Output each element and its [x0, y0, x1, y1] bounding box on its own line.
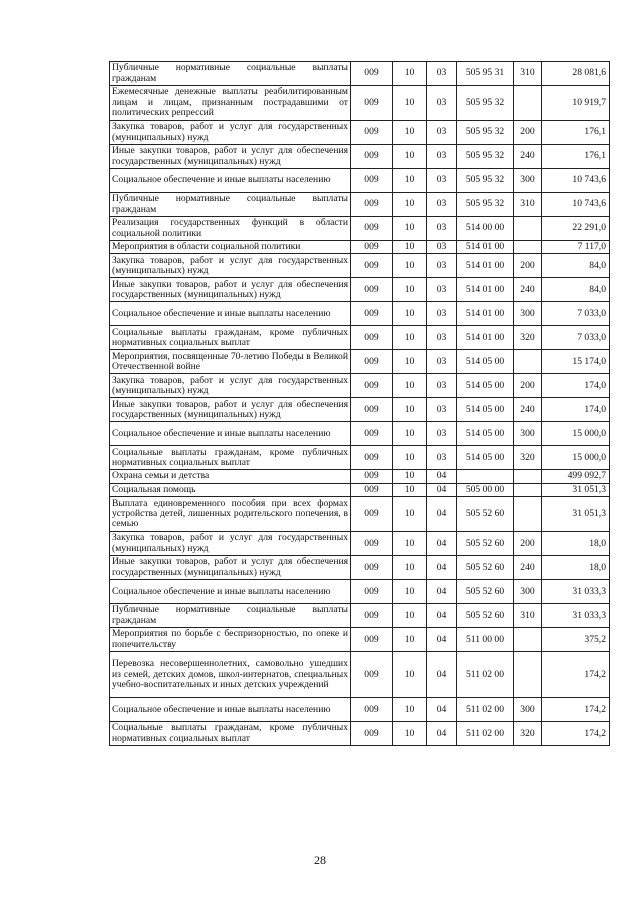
row-name: Социальная помощь: [110, 483, 351, 496]
row-section-code: 10: [393, 350, 427, 374]
row-target-article-code: 511 02 00: [457, 722, 514, 746]
row-name: Ежемесячные денежные выплаты реабилитированным лицам и лицам, признанным пострадавшими от политических репрессий: [110, 86, 351, 121]
row-section-code: 10: [393, 86, 427, 121]
row-section-code: 10: [393, 580, 427, 604]
row-section-code: 10: [393, 446, 427, 470]
row-ved-code: 009: [351, 470, 393, 483]
row-name: Иные закупки товаров, работ и услуг для обеспечения государственных (муниципальных) нужд: [110, 556, 351, 580]
row-section-code: 10: [393, 193, 427, 217]
row-subsection-code: 03: [427, 169, 457, 193]
row-subsection-code: 03: [427, 278, 457, 302]
row-target-article-code: 505 52 60: [457, 497, 514, 532]
row-ved-code: 009: [351, 350, 393, 374]
row-amount: 174,2: [542, 722, 610, 746]
row-subsection-code: 04: [427, 628, 457, 652]
row-subsection-code: 04: [427, 698, 457, 722]
row-section-code: 10: [393, 483, 427, 496]
row-expense-type-code: 200: [514, 254, 542, 278]
row-subsection-code: 04: [427, 604, 457, 628]
row-name: Закупка товаров, работ и услуг для государственных (муниципальных) нужд: [110, 532, 351, 556]
row-name: Реализация государственных функций в области социальной политики: [110, 217, 351, 241]
row-ved-code: 009: [351, 556, 393, 580]
row-target-article-code: 514 01 00: [457, 302, 514, 326]
row-expense-type-code: 300: [514, 169, 542, 193]
table-row: [110, 398, 610, 422]
table-row: [110, 556, 610, 580]
row-amount: 15 174,0: [542, 350, 610, 374]
row-target-article-code: 511 00 00: [457, 628, 514, 652]
row-section-code: 10: [393, 532, 427, 556]
row-expense-type-code: [514, 628, 542, 652]
row-name: Социальные выплаты гражданам, кроме публичных нормативных социальных выплат: [110, 722, 351, 746]
row-subsection-code: 03: [427, 374, 457, 398]
row-amount: 15 000,0: [542, 446, 610, 470]
row-name: Социальные выплаты гражданам, кроме публичных нормативных социальных выплат: [110, 446, 351, 470]
row-name: Иные закупки товаров, работ и услуг для обеспечения государственных (муниципальных) нужд: [110, 398, 351, 422]
table-row: [110, 193, 610, 217]
table-row: [110, 241, 610, 254]
row-target-article-code: 505 95 32: [457, 121, 514, 145]
table-row: [110, 302, 610, 326]
row-expense-type-code: [514, 483, 542, 496]
table-row: [110, 470, 610, 483]
table-row: [110, 86, 610, 121]
row-subsection-code: 03: [427, 62, 457, 86]
row-section-code: 10: [393, 374, 427, 398]
row-expense-type-code: [514, 86, 542, 121]
row-name: Социальное обеспечение и иные выплаты населению: [110, 580, 351, 604]
row-expense-type-code: 300: [514, 422, 542, 446]
row-name: Иные закупки товаров, работ и услуг для обеспечения государственных (муниципальных) нужд: [110, 145, 351, 169]
row-amount: 28 081,6: [542, 62, 610, 86]
row-target-article-code: 514 05 00: [457, 446, 514, 470]
row-section-code: 10: [393, 556, 427, 580]
row-expense-type-code: 310: [514, 604, 542, 628]
row-amount: 84,0: [542, 278, 610, 302]
row-subsection-code: 04: [427, 580, 457, 604]
row-ved-code: 009: [351, 278, 393, 302]
row-name: Закупка товаров, работ и услуг для государственных (муниципальных) нужд: [110, 254, 351, 278]
row-target-article-code: 514 01 00: [457, 241, 514, 254]
row-subsection-code: 03: [427, 193, 457, 217]
table-row: [110, 121, 610, 145]
row-name: Социальное обеспечение и иные выплаты населению: [110, 698, 351, 722]
row-expense-type-code: 300: [514, 580, 542, 604]
table-row: [110, 145, 610, 169]
table-row: [110, 532, 610, 556]
row-ved-code: 009: [351, 652, 393, 698]
row-subsection-code: 03: [427, 302, 457, 326]
row-ved-code: 009: [351, 169, 393, 193]
row-subsection-code: 04: [427, 470, 457, 483]
table-row: [110, 169, 610, 193]
row-target-article-code: 505 00 00: [457, 483, 514, 496]
row-ved-code: 009: [351, 254, 393, 278]
row-name: Публичные нормативные социальные выплаты гражданам: [110, 604, 351, 628]
row-target-article-code: 505 52 60: [457, 532, 514, 556]
row-expense-type-code: [514, 350, 542, 374]
row-expense-type-code: [514, 241, 542, 254]
page-number: 28: [314, 853, 326, 867]
table-row: [110, 217, 610, 241]
table-row: [110, 254, 610, 278]
row-amount: 10 919,7: [542, 86, 610, 121]
row-expense-type-code: 240: [514, 278, 542, 302]
row-expense-type-code: 240: [514, 556, 542, 580]
row-expense-type-code: [514, 470, 542, 483]
row-ved-code: 009: [351, 722, 393, 746]
table-row: [110, 278, 610, 302]
row-name: Социальное обеспечение и иные выплаты населению: [110, 302, 351, 326]
row-amount: 174,0: [542, 398, 610, 422]
row-ved-code: 009: [351, 398, 393, 422]
row-ved-code: 009: [351, 580, 393, 604]
table-row: [110, 604, 610, 628]
row-expense-type-code: 320: [514, 722, 542, 746]
row-subsection-code: 04: [427, 483, 457, 496]
row-subsection-code: 04: [427, 497, 457, 532]
row-subsection-code: 03: [427, 241, 457, 254]
row-name: Мероприятия по борьбе с беспризорностью, по опеке и попечительству: [110, 628, 351, 652]
row-subsection-code: 03: [427, 422, 457, 446]
row-subsection-code: 04: [427, 652, 457, 698]
row-expense-type-code: 200: [514, 121, 542, 145]
row-ved-code: 009: [351, 374, 393, 398]
row-expense-type-code: 310: [514, 193, 542, 217]
row-amount: 18,0: [542, 532, 610, 556]
row-target-article-code: 514 05 00: [457, 398, 514, 422]
row-section-code: 10: [393, 604, 427, 628]
row-target-article-code: 514 05 00: [457, 374, 514, 398]
row-amount: 499 092,7: [542, 470, 610, 483]
row-subsection-code: 03: [427, 350, 457, 374]
row-target-article-code: 514 01 00: [457, 254, 514, 278]
row-name: Социальные выплаты гражданам, кроме публичных нормативных социальных выплат: [110, 326, 351, 350]
row-target-article-code: 505 95 31: [457, 62, 514, 86]
row-amount: 174,2: [542, 652, 610, 698]
row-expense-type-code: [514, 497, 542, 532]
row-subsection-code: 04: [427, 722, 457, 746]
row-amount: 31 051,3: [542, 483, 610, 496]
row-amount: 22 291,0: [542, 217, 610, 241]
row-amount: 18,0: [542, 556, 610, 580]
row-target-article-code: 505 95 32: [457, 145, 514, 169]
table-row: [110, 652, 610, 698]
row-section-code: 10: [393, 470, 427, 483]
row-amount: 31 051,3: [542, 497, 610, 532]
table-row: [110, 722, 610, 746]
row-target-article-code: 511 02 00: [457, 698, 514, 722]
row-ved-code: 009: [351, 121, 393, 145]
row-name: Выплата единовременного пособия при всех формах устройства детей, лишенных родительского попечения, в семью: [110, 497, 351, 532]
row-expense-type-code: 310: [514, 62, 542, 86]
row-name: Публичные нормативные социальные выплаты гражданам: [110, 193, 351, 217]
table-row: [110, 422, 610, 446]
row-expense-type-code: 200: [514, 374, 542, 398]
row-subsection-code: 03: [427, 145, 457, 169]
row-expense-type-code: 240: [514, 398, 542, 422]
table-row: [110, 497, 610, 532]
row-target-article-code: 514 05 00: [457, 350, 514, 374]
row-name: Мероприятия, посвященные 70-летию Победы в Великой Отечественной войне: [110, 350, 351, 374]
row-subsection-code: 03: [427, 121, 457, 145]
row-ved-code: 009: [351, 145, 393, 169]
row-section-code: 10: [393, 698, 427, 722]
row-target-article-code: [457, 470, 514, 483]
row-section-code: 10: [393, 145, 427, 169]
table-row: [110, 580, 610, 604]
row-section-code: 10: [393, 326, 427, 350]
row-ved-code: 009: [351, 217, 393, 241]
row-target-article-code: 505 52 60: [457, 580, 514, 604]
row-subsection-code: 03: [427, 326, 457, 350]
row-expense-type-code: 320: [514, 446, 542, 470]
row-expense-type-code: 300: [514, 698, 542, 722]
row-amount: 10 743,6: [542, 169, 610, 193]
row-section-code: 10: [393, 398, 427, 422]
row-amount: 375,2: [542, 628, 610, 652]
table-row: [110, 62, 610, 86]
row-ved-code: 009: [351, 241, 393, 254]
row-subsection-code: 03: [427, 398, 457, 422]
budget-table-body: [110, 62, 610, 746]
row-amount: 31 033,3: [542, 580, 610, 604]
row-subsection-code: 04: [427, 532, 457, 556]
row-section-code: 10: [393, 497, 427, 532]
row-amount: 176,1: [542, 145, 610, 169]
row-section-code: 10: [393, 217, 427, 241]
row-amount: 31 033,3: [542, 604, 610, 628]
row-target-article-code: 514 01 00: [457, 278, 514, 302]
row-name: Перевозка несовершеннолетних, самовольно ушедших из семей, детских домов, школ-интернатов, специальных учебно-воспитательных и иных детских учреждений: [110, 652, 351, 698]
table-row: [110, 374, 610, 398]
row-expense-type-code: 200: [514, 532, 542, 556]
row-target-article-code: 505 52 60: [457, 604, 514, 628]
row-target-article-code: 505 95 32: [457, 169, 514, 193]
table-row: [110, 698, 610, 722]
row-subsection-code: 03: [427, 217, 457, 241]
row-target-article-code: 514 05 00: [457, 422, 514, 446]
budget-table: [109, 61, 610, 746]
table-row: [110, 483, 610, 496]
row-amount: 174,0: [542, 374, 610, 398]
row-amount: 7 117,0: [542, 241, 610, 254]
row-ved-code: 009: [351, 326, 393, 350]
row-section-code: 10: [393, 302, 427, 326]
row-amount: 15 000,0: [542, 422, 610, 446]
row-subsection-code: 03: [427, 86, 457, 121]
row-amount: 176,1: [542, 121, 610, 145]
row-ved-code: 009: [351, 483, 393, 496]
row-ved-code: 009: [351, 628, 393, 652]
row-name: Закупка товаров, работ и услуг для государственных (муниципальных) нужд: [110, 374, 351, 398]
row-section-code: 10: [393, 278, 427, 302]
row-amount: 7 033,0: [542, 326, 610, 350]
row-name: Социальное обеспечение и иные выплаты населению: [110, 169, 351, 193]
row-ved-code: 009: [351, 497, 393, 532]
row-target-article-code: 511 02 00: [457, 652, 514, 698]
row-name: Иные закупки товаров, работ и услуг для обеспечения государственных (муниципальных) нужд: [110, 278, 351, 302]
row-expense-type-code: 300: [514, 302, 542, 326]
row-name: Охрана семьи и детства: [110, 470, 351, 483]
row-section-code: 10: [393, 169, 427, 193]
row-ved-code: 009: [351, 604, 393, 628]
row-section-code: 10: [393, 628, 427, 652]
table-row: [110, 326, 610, 350]
row-target-article-code: 505 95 32: [457, 86, 514, 121]
row-section-code: 10: [393, 241, 427, 254]
row-expense-type-code: [514, 652, 542, 698]
row-target-article-code: 514 00 00: [457, 217, 514, 241]
row-expense-type-code: 240: [514, 145, 542, 169]
row-section-code: 10: [393, 652, 427, 698]
row-ved-code: 009: [351, 193, 393, 217]
row-ved-code: 009: [351, 422, 393, 446]
table-row: [110, 350, 610, 374]
table-row: [110, 446, 610, 470]
row-section-code: 10: [393, 62, 427, 86]
row-ved-code: 009: [351, 532, 393, 556]
row-amount: 7 033,0: [542, 302, 610, 326]
row-target-article-code: 505 52 60: [457, 556, 514, 580]
row-subsection-code: 03: [427, 446, 457, 470]
row-name: Социальное обеспечение и иные выплаты населению: [110, 422, 351, 446]
row-expense-type-code: [514, 217, 542, 241]
row-subsection-code: 03: [427, 254, 457, 278]
table-row: [110, 628, 610, 652]
row-expense-type-code: 320: [514, 326, 542, 350]
row-name: Мероприятия в области социальной политики: [110, 241, 351, 254]
row-ved-code: 009: [351, 698, 393, 722]
row-amount: 84,0: [542, 254, 610, 278]
row-ved-code: 009: [351, 446, 393, 470]
row-amount: 10 743,6: [542, 193, 610, 217]
row-name: Публичные нормативные социальные выплаты гражданам: [110, 62, 351, 86]
row-ved-code: 009: [351, 302, 393, 326]
row-ved-code: 009: [351, 86, 393, 121]
row-target-article-code: 505 95 32: [457, 193, 514, 217]
row-amount: 174,2: [542, 698, 610, 722]
row-section-code: 10: [393, 422, 427, 446]
row-target-article-code: 514 01 00: [457, 326, 514, 350]
row-name: Закупка товаров, работ и услуг для государственных (муниципальных) нужд: [110, 121, 351, 145]
row-section-code: 10: [393, 121, 427, 145]
row-subsection-code: 04: [427, 556, 457, 580]
row-ved-code: 009: [351, 62, 393, 86]
row-section-code: 10: [393, 722, 427, 746]
row-section-code: 10: [393, 254, 427, 278]
